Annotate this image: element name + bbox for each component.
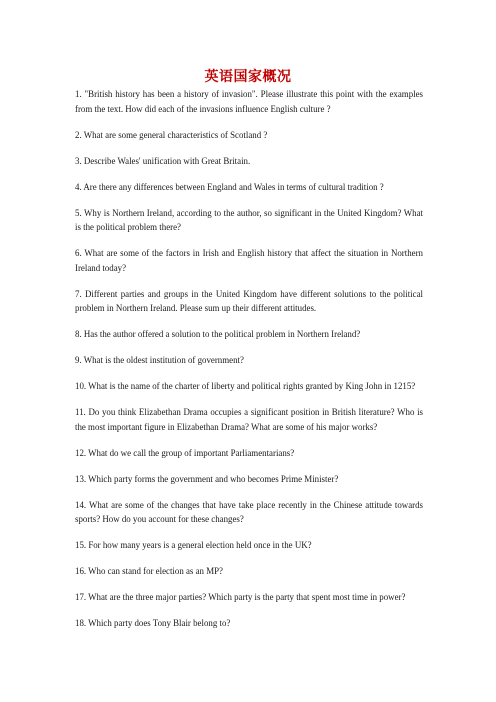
document-title: 英语国家概况 bbox=[204, 69, 292, 85]
question-item: 1. "British history has been a history of invasion". Please illustrate this point with the examples from the text. How did each of the invasions influence English culture ? bbox=[75, 89, 423, 114]
question-item: 2. What are some general characteristics of Scotland ? bbox=[75, 129, 268, 140]
question-item: 9. What is the oldest institution of government? bbox=[75, 355, 244, 365]
question-item: 10. What is the name of the charter of liberty and political rights granted by King John in 1215? bbox=[75, 381, 416, 391]
question-item: 7. Different parties and groups in the United Kingdom have different solutions to the political problem in Northern Ireland. Please sum up their different attitudes. bbox=[75, 288, 423, 313]
question-item: 4. Are there any differences between England and Wales in terms of cultural tradition ? bbox=[75, 181, 384, 192]
question-item: 17. What are the three major parties? Which party is the party that spent most time in power? bbox=[75, 592, 406, 602]
question-item: 13. Which party forms the government and who becomes Prime Minister? bbox=[75, 473, 339, 484]
question-item: 14. What are some of the changes that have take place recently in the Chinese attitude towards sports? How do you account for these changes? bbox=[75, 499, 423, 524]
question-list bbox=[75, 87, 423, 631]
question-item: 12. What do we call the group of important Parliamentarians? bbox=[75, 447, 295, 458]
question-item: 15. For how many years is a general election held once in the UK? bbox=[75, 540, 312, 550]
question-item: 18. Which party does Tony Blair belong to? bbox=[75, 618, 231, 628]
question-item: 6. What are some of the factors in Irish and English history that affect the situation in Northern Ireland today? bbox=[75, 248, 423, 273]
question-item: 3. Describe Wales' unification with Great Britain. bbox=[75, 155, 251, 166]
question-item: 16. Who can stand for election as an MP? bbox=[75, 566, 223, 576]
question-item: 5. Why is Northern Ireland, according to the author, so significant in the United Kingdom? What is the political problem there? bbox=[75, 207, 423, 232]
question-item: 8. Has the author offered a solution to the political problem in Northern Ireland? bbox=[75, 329, 361, 339]
question-item: 11. Do you think Elizabethan Drama occupies a significant position in British literature? Who is the most important figure in Elizabethan Drama? What are some of his major works? bbox=[75, 407, 423, 432]
